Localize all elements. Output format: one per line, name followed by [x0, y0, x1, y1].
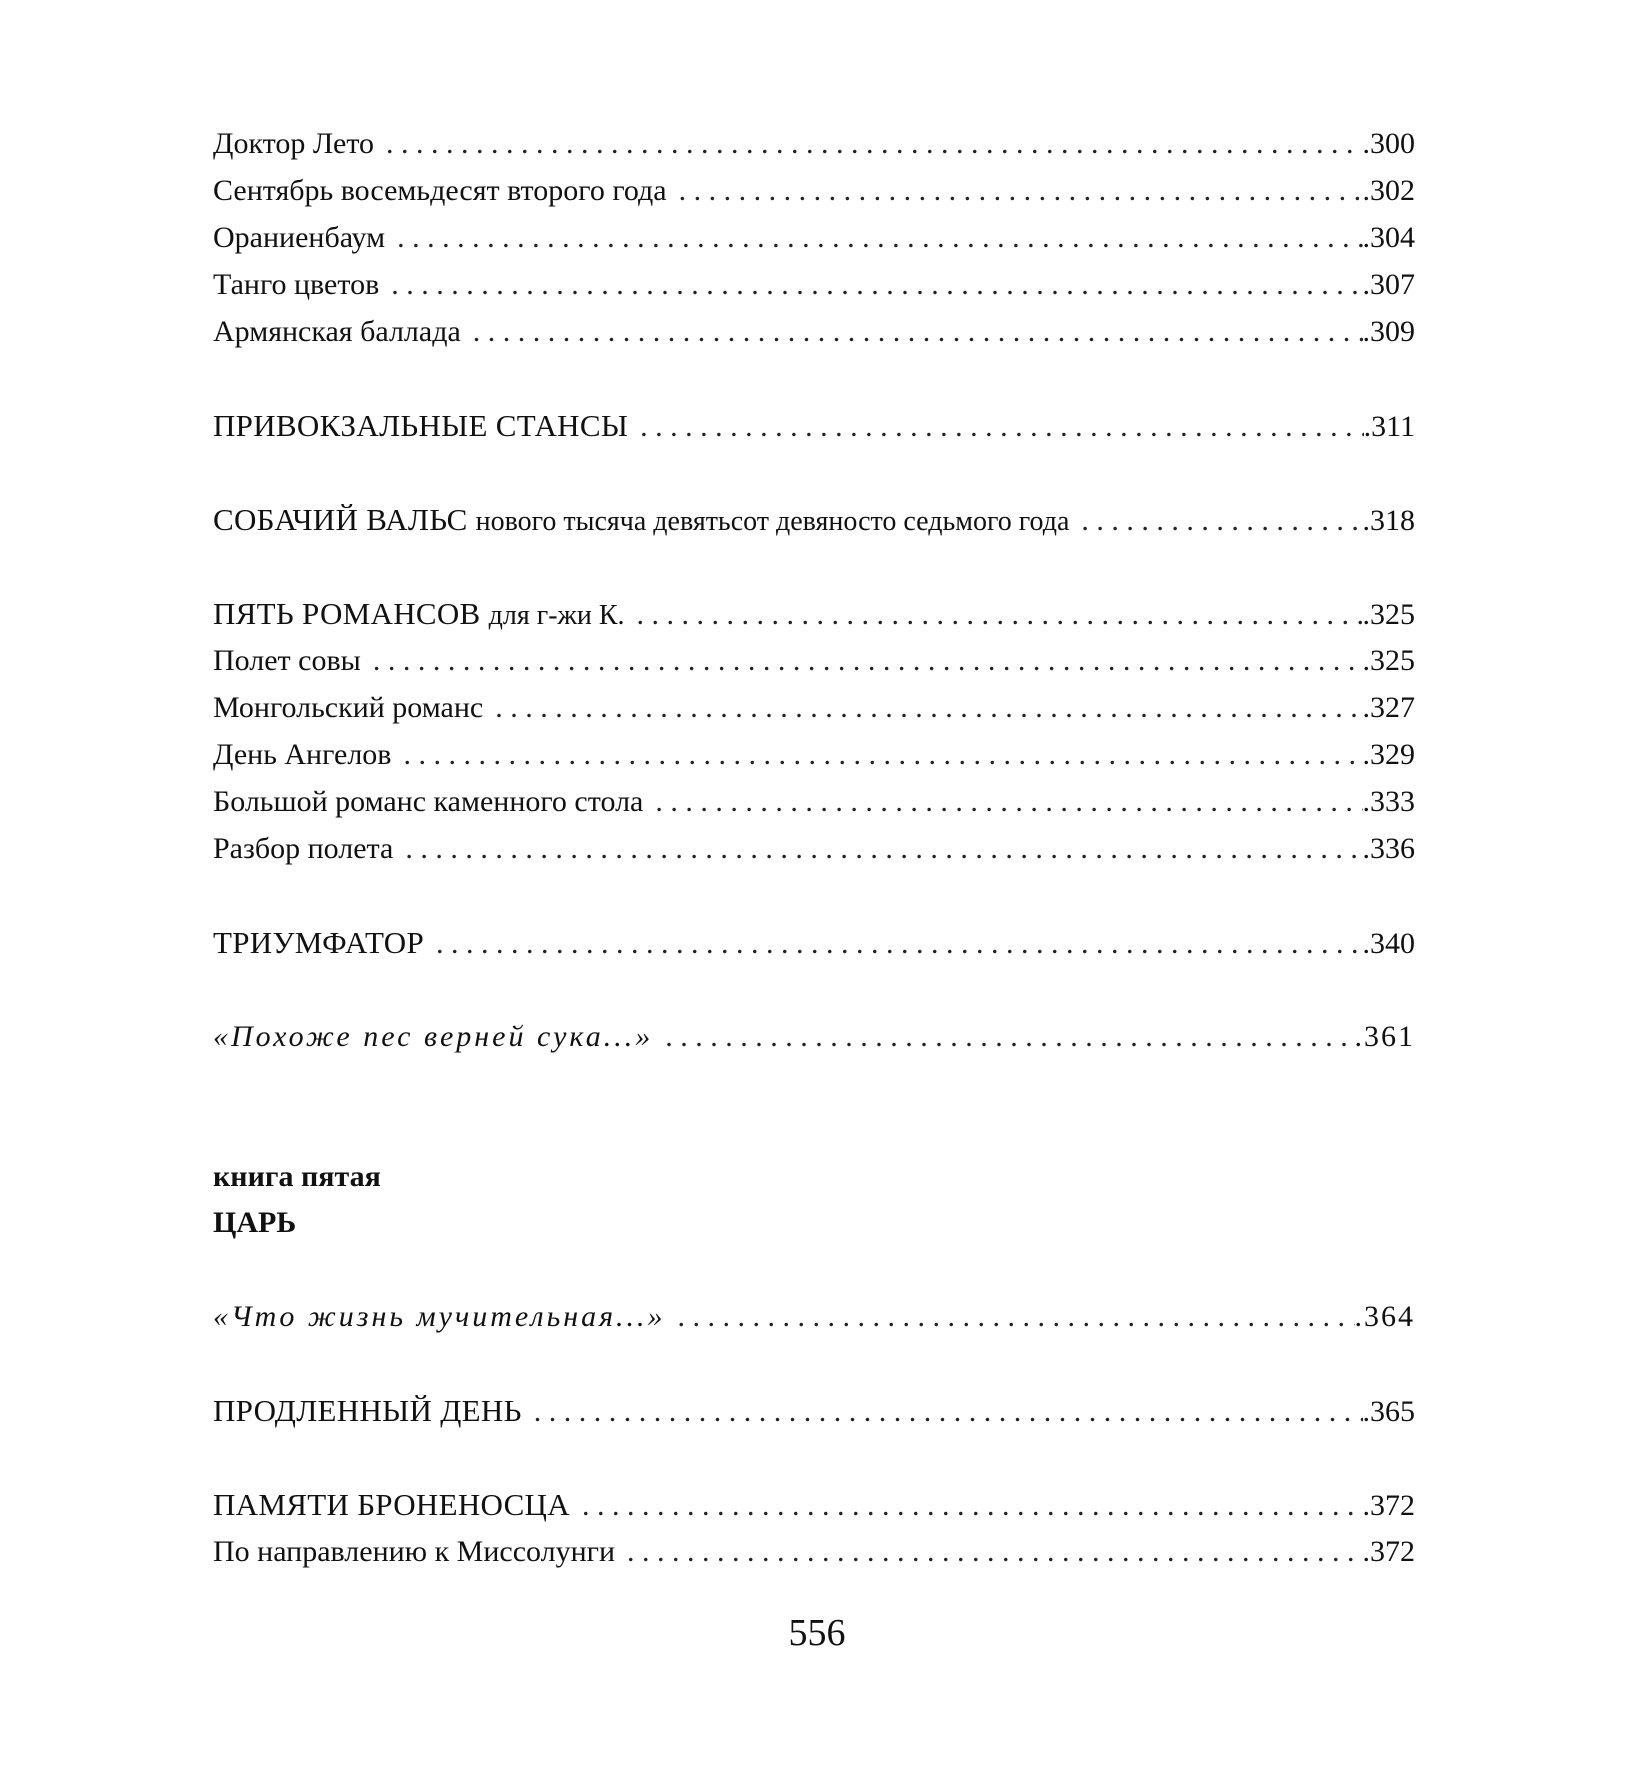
dot-leader [436, 920, 1362, 967]
toc-entry-page: .365 [1362, 1395, 1415, 1428]
dot-leader [627, 1528, 1362, 1575]
toc-section-sobachiy [213, 496, 1415, 543]
dot-leader [1081, 497, 1362, 544]
toc-entry-page: .325 [1362, 598, 1415, 631]
toc-entry-title: Большой романс каменного стола [213, 785, 644, 818]
toc-entry-title: Монгольский романс [213, 691, 484, 724]
toc-entry [213, 308, 1415, 355]
dot-leader [405, 825, 1362, 872]
toc-entry-page: .311 [1363, 410, 1415, 443]
toc-section-subtitle: нового тысяча девятьсот девяносто седьмого года [475, 506, 1070, 537]
toc-entry-page: .302 [1362, 174, 1415, 207]
toc-entry-page: .327 [1362, 691, 1415, 724]
toc-entry-title: Доктор Лето [213, 127, 375, 160]
toc-section-privokzalnye [213, 402, 1415, 449]
toc-entry-page: .329 [1362, 738, 1415, 771]
toc-entry-page: .325 [1362, 644, 1415, 677]
toc-entry-page: .361 [1354, 1020, 1415, 1053]
toc-entry-title: Полет совы [213, 644, 361, 677]
toc-entry-title: Ораниенбаум [213, 221, 386, 254]
toc-section-chto-zhizn [213, 1293, 1415, 1340]
toc-entry-title: Разбор полета [213, 832, 394, 865]
toc-entry-title: Танго цветов [213, 268, 380, 301]
toc-section-title [213, 496, 1081, 545]
toc-entry-page: .304 [1362, 221, 1415, 254]
toc-entry-page: .333 [1362, 785, 1415, 818]
toc-entry [213, 214, 1415, 261]
dot-leader [495, 684, 1362, 731]
toc-section-title: ПАМЯТИ БРОНЕНОСЦА [213, 1487, 570, 1522]
toc-section-title-main: СОБАЧИЙ ВАЛЬС [213, 502, 468, 537]
dot-leader [373, 637, 1363, 684]
toc-entry [213, 731, 1415, 778]
dot-leader [665, 1013, 1354, 1060]
toc-entry-title: По направлению к Миссолунги [213, 1535, 616, 1568]
toc-section-title: «Похоже пес верней сука...» [213, 1020, 654, 1053]
dot-leader [637, 591, 1363, 638]
dot-leader [386, 120, 1362, 167]
toc-entry-title: День Ангелов [213, 738, 392, 771]
toc-section-pyat-romansov [213, 590, 1415, 637]
spacer [213, 449, 1415, 496]
toc-section-triumfator [213, 919, 1415, 966]
dot-leader [397, 214, 1362, 261]
toc-entry-page: .300 [1362, 127, 1415, 160]
toc-section-pokhozhe [213, 1013, 1415, 1060]
toc-entry-page: .372 [1362, 1489, 1415, 1522]
table-of-contents [213, 120, 1415, 1575]
spacer [213, 1246, 1415, 1293]
toc-section-prodlenny [213, 1387, 1415, 1434]
dot-leader [655, 778, 1362, 825]
toc-section-title: ПРОДЛЕННЫЙ ДЕНЬ [213, 1393, 522, 1428]
dot-leader [391, 261, 1362, 308]
toc-entry-page: .309 [1362, 315, 1415, 348]
toc-entry [213, 637, 1415, 684]
dot-leader [403, 731, 1362, 778]
toc-section-title: «Что жизнь мучительная...» [213, 1300, 666, 1333]
toc-section-title: ТРИУМФАТОР [213, 925, 425, 960]
dot-leader [534, 1388, 1363, 1435]
spacer [213, 1060, 1415, 1154]
spacer [213, 1340, 1415, 1387]
toc-entry-page: .307 [1362, 268, 1415, 301]
toc-entry-page: .336 [1362, 832, 1415, 865]
spacer [213, 543, 1415, 590]
toc-section-pamyati [213, 1481, 1415, 1528]
dot-leader [582, 1482, 1363, 1529]
spacer [213, 966, 1415, 1013]
page-number: 556 [788, 1612, 846, 1654]
dot-leader [679, 167, 1363, 214]
toc-section-title: ПРИВОКЗАЛЬНЫЕ СТАНСЫ [213, 408, 629, 443]
toc-entry [213, 684, 1415, 731]
toc-entry [213, 261, 1415, 308]
spacer [213, 872, 1415, 919]
spacer [213, 355, 1415, 402]
dot-leader [640, 403, 1363, 450]
toc-entry-title: Армянская баллада [213, 315, 461, 348]
spacer [213, 1434, 1415, 1481]
dot-leader [473, 308, 1363, 355]
book-label: книга пятая [213, 1160, 381, 1193]
toc-entry [213, 120, 1415, 167]
toc-entry-page: .364 [1354, 1300, 1415, 1333]
dot-leader [678, 1293, 1355, 1340]
book-title: ЦАРЬ [213, 1206, 297, 1239]
toc-section-title-main: ПЯТЬ РОМАНСОВ [213, 596, 481, 631]
toc-section-title [213, 590, 637, 639]
toc-entry [213, 167, 1415, 214]
toc-entry [213, 1528, 1415, 1575]
toc-entry [213, 825, 1415, 872]
toc-entry-page: .340 [1362, 927, 1415, 960]
toc-entry-page: .372 [1362, 1535, 1415, 1568]
toc-entry-title: Сентябрь восемьдесят второго года [213, 174, 667, 207]
toc-entry-page: .318 [1362, 504, 1415, 537]
toc-section-subtitle: для г-жи К. [488, 600, 625, 631]
toc-entry [213, 778, 1415, 825]
